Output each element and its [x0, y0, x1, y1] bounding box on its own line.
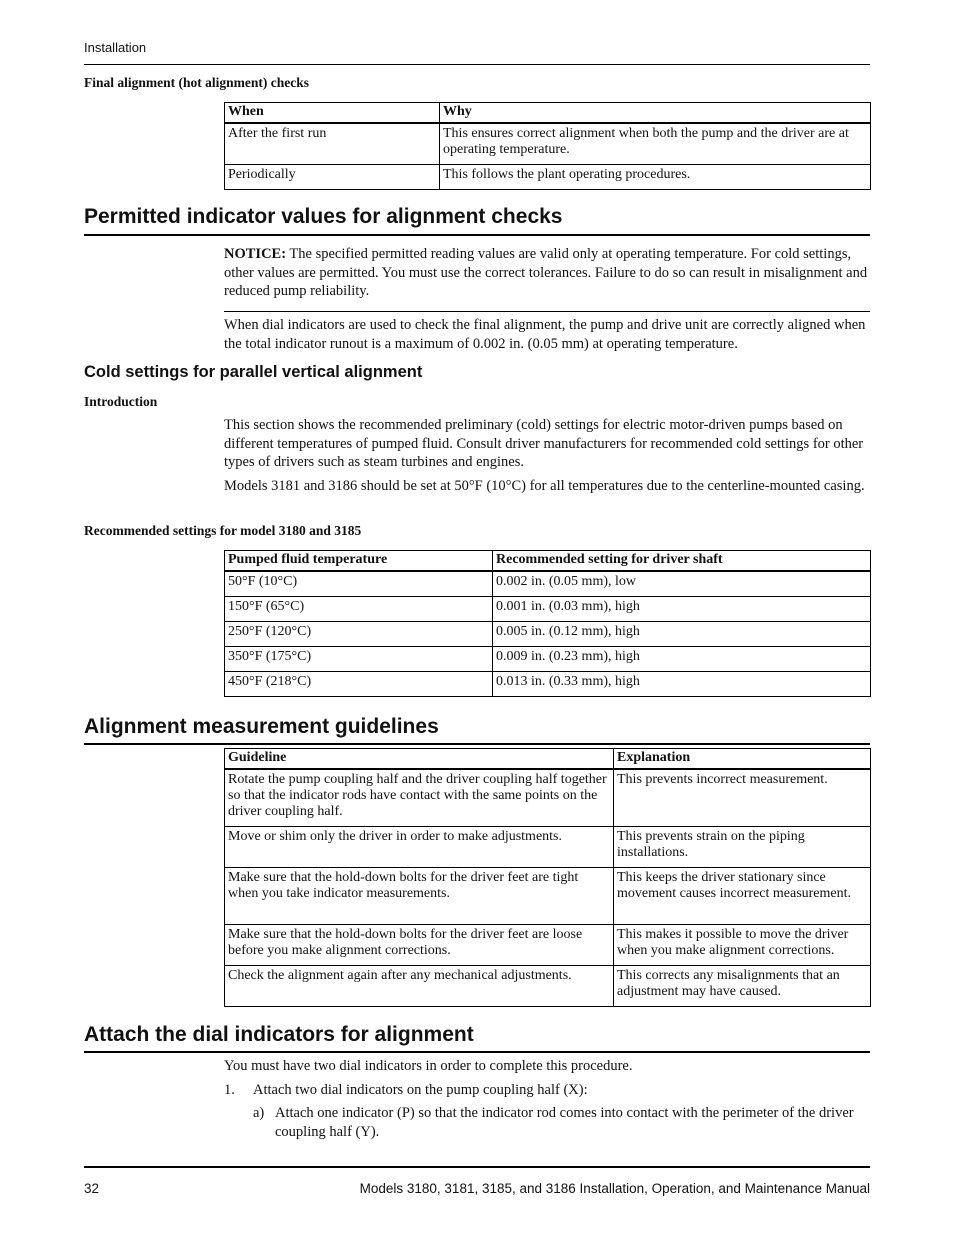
table-cell: 0.005 in. (0.12 mm), high	[493, 621, 871, 646]
table-cell: Make sure that the hold-down bolts for the driver feet are loose before you make alignment corrections.	[225, 924, 614, 965]
running-head: Installation	[84, 40, 147, 55]
column-header-when: When	[225, 103, 440, 124]
column-header-explanation: Explanation	[614, 749, 871, 770]
table-cell: 350°F (175°C)	[225, 646, 493, 671]
table-header-row	[225, 551, 871, 572]
table-row	[225, 924, 871, 965]
table-row	[225, 646, 871, 671]
permitted-body: When dial indicators are used to check the final alignment, the pump and drive unit are correctly aligned when the total indicator runout is a maximum of 0.002 in. (0.05 mm) at operating temperature.	[224, 317, 866, 352]
table-row	[225, 571, 871, 596]
table-row	[225, 164, 871, 189]
column-header-temperature: Pumped fluid temperature	[225, 551, 493, 572]
introduction-heading: Introduction	[84, 394, 158, 409]
table-cell: 0.002 in. (0.05 mm), low	[493, 571, 871, 596]
table-header-row	[225, 103, 871, 124]
dial-indicators-heading: Attach the dial indicators for alignment	[84, 1023, 474, 1046]
table-row	[225, 671, 871, 696]
table-cell: 150°F (65°C)	[225, 596, 493, 621]
notice-text: The specified permitted reading values are valid only at operating temperature. For cold settings, other values are permitted. You must use the correct tolerances. Failure to do so can result in misalignment and reduced pump reliability.	[224, 246, 868, 299]
table-cell: This prevents strain on the piping installations.	[614, 826, 871, 867]
table-cell: Make sure that the hold-down bolts for the driver feet are tight when you take indicator measurements.	[225, 867, 614, 924]
table-header-row	[225, 749, 871, 770]
table-cell: Periodically	[225, 164, 440, 189]
table-cell: 0.009 in. (0.23 mm), high	[493, 646, 871, 671]
table-row	[225, 621, 871, 646]
page-number: 32	[84, 1181, 100, 1196]
table-cell: This makes it possible to move the driver when you make alignment corrections.	[614, 924, 871, 965]
notice-paragraph	[224, 245, 872, 301]
table-cell: Check the alignment again after any mechanical adjustments.	[225, 965, 614, 1006]
intro-paragraph-2: Models 3181 and 3186 should be set at 50°F (10°C) for all temperatures due to the centerline-mounted casing.	[224, 478, 865, 494]
table-row	[225, 867, 871, 924]
permitted-heading: Permitted indicator values for alignment checks	[84, 205, 563, 228]
footer-rule	[84, 1166, 870, 1168]
column-header-setting: Recommended setting for driver shaft	[493, 551, 871, 572]
header-rule	[84, 64, 870, 65]
dial-body: You must have two dial indicators in order to complete this procedure.	[224, 1058, 633, 1074]
table-cell: This keeps the driver stationary since movement causes incorrect measurement.	[614, 867, 871, 924]
table-cell: 0.001 in. (0.03 mm), high	[493, 596, 871, 621]
table-row	[225, 769, 871, 826]
guidelines-heading: Alignment measurement guidelines	[84, 715, 439, 738]
guidelines-table	[224, 748, 871, 1007]
table-cell: 50°F (10°C)	[225, 571, 493, 596]
recommended-settings-heading: Recommended settings for model 3180 and 3185	[84, 523, 362, 538]
table-cell: 0.013 in. (0.33 mm), high	[493, 671, 871, 696]
cold-settings-table	[224, 550, 871, 697]
step-1a-text: Attach one indicator (P) so that the indicator rod comes into contact with the perimeter of the driver coupling half (Y).	[275, 1105, 854, 1140]
table-cell: Move or shim only the driver in order to make adjustments.	[225, 826, 614, 867]
section-rule	[84, 743, 870, 745]
table-cell: Rotate the pump coupling half and the driver coupling half together so that the indicator rods have contact with the same points on the driver coupling half.	[225, 769, 614, 826]
step-1-text: Attach two dial indicators on the pump coupling half (X):	[253, 1082, 588, 1098]
table-cell: After the first run	[225, 123, 440, 164]
table-cell: This follows the plant operating procedures.	[440, 164, 871, 189]
manual-title: Models 3180, 3181, 3185, and 3186 Installation, Operation, and Maintenance Manual	[359, 1181, 870, 1196]
column-header-guideline: Guideline	[225, 749, 614, 770]
table-cell: 250°F (120°C)	[225, 621, 493, 646]
table-row	[225, 596, 871, 621]
step-1-number: 1.	[224, 1082, 235, 1098]
step-1a-label: a)	[253, 1105, 265, 1121]
section-rule	[84, 1051, 870, 1053]
notice-rule	[224, 311, 870, 312]
cold-settings-heading: Cold settings for parallel vertical alignment	[84, 363, 423, 381]
hot-alignment-heading: Final alignment (hot alignment) checks	[84, 75, 309, 90]
section-rule	[84, 234, 870, 236]
column-header-why: Why	[440, 103, 871, 124]
intro-paragraph-1: This section shows the recommended preliminary (cold) settings for electric motor-driven pumps based on different temperatures of pumped fluid. Consult driver manufacturers for recommended cold settings for other types of drivers such as steam turbines and engines.	[224, 417, 864, 470]
table-cell: This ensures correct alignment when both the pump and the driver are at operating temperature.	[440, 123, 871, 164]
table-cell: This corrects any misalignments that an adjustment may have caused.	[614, 965, 871, 1006]
table-row	[225, 965, 871, 1006]
table-row	[225, 123, 871, 164]
hot-alignment-table	[224, 102, 871, 190]
notice-label: NOTICE:	[224, 246, 287, 262]
table-cell: 450°F (218°C)	[225, 671, 493, 696]
table-row	[225, 826, 871, 867]
table-cell: This prevents incorrect measurement.	[614, 769, 871, 826]
